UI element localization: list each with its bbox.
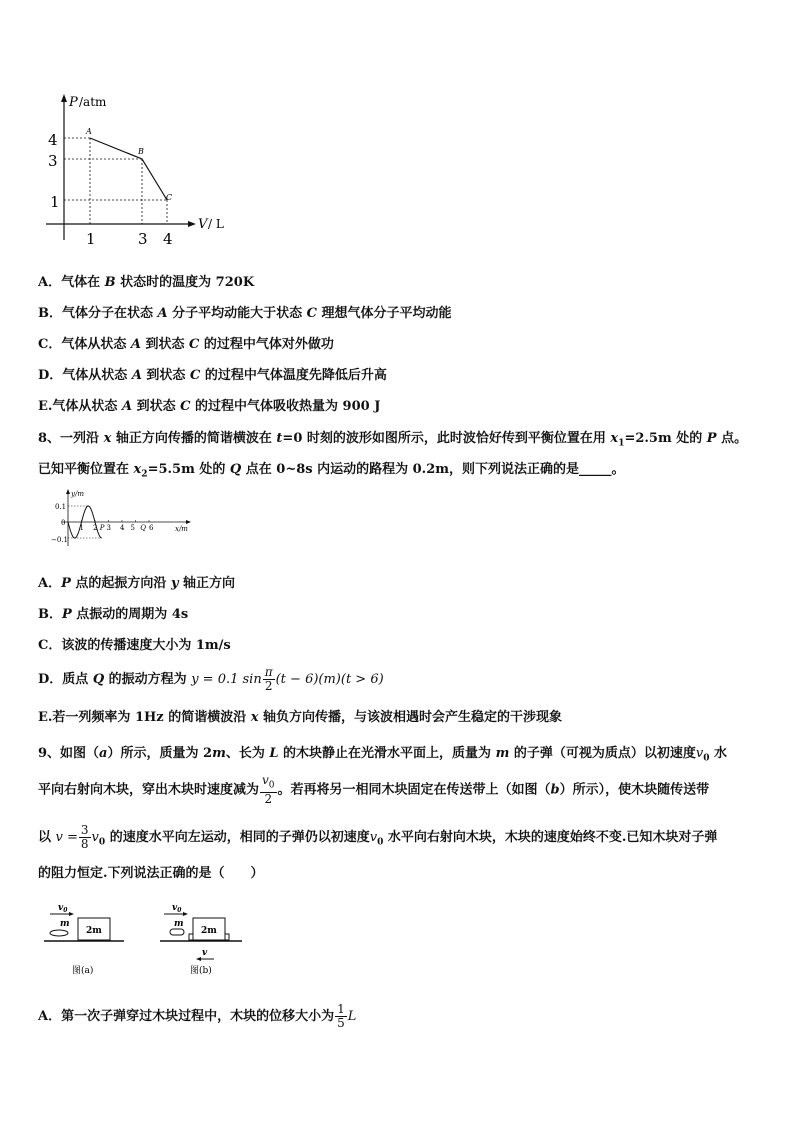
fig-a-caption: 图(a) — [72, 966, 94, 976]
fig-b-clamp-left — [189, 934, 193, 940]
q8-option-a: A．P 点的起振方向沿 y 轴正方向 — [38, 576, 236, 591]
pv-x-tick-4: 4 — [163, 230, 173, 248]
q7-option-e: E.气体从状态 A 到状态 C 的过程中气体吸收热量为 900 J — [38, 399, 381, 414]
fig-b-block-label: 2m — [201, 926, 217, 936]
pv-x-tick-1: 1 — [86, 230, 96, 248]
q7-option-b: B．气体分子在状态 A 分子平均动能大于状态 C 理想气体分子平均动能 — [38, 306, 452, 321]
fig-b-clamp-right — [225, 934, 229, 940]
q9-figure-b — [158, 898, 248, 978]
fig-b-belt-arrowhead — [196, 957, 201, 961]
fig-b-v0-arrowhead — [183, 912, 188, 916]
q9-stem-line3: 以 v = $\frac{3}{8}$ $v_0$ 的速度水平向左运动，相同的子弹仍以初速度$v_0$ 水平向右射向木块，木块的速度始终不变.已知木块对子弹 — [38, 823, 718, 851]
pv-x-unit: / L — [208, 217, 224, 231]
wave-x-label: x/m — [175, 525, 188, 533]
pv-point-b-label: B — [138, 147, 144, 156]
pv-chart — [38, 92, 238, 252]
wave-x-tick-label: 1 — [79, 524, 84, 532]
pv-x-tick-3: 3 — [138, 230, 148, 248]
wave-y-arrow — [66, 489, 70, 494]
wave-y-tick-bottom: −0.1 — [51, 536, 68, 544]
q8-stem-line2: 已知平衡位置在 $x_2=5.5m$ 处的 Q 点在 0~8s 内运动的路程为 0.2m，则下列说法正确的是_____。 — [38, 462, 625, 480]
wave-y-label: y/m — [71, 490, 84, 498]
pv-y-tick-1: 1 — [50, 193, 60, 211]
fig-a-v0-arrowhead — [69, 912, 74, 916]
wave-x-tick-label: 2 — [93, 524, 98, 532]
wave-y-tick-zero: 0 — [61, 519, 66, 527]
q7-option-a: A．气体在 B 状态时的温度为 720K — [38, 275, 255, 290]
wave-point-q-label: Q — [140, 524, 146, 532]
q8-stem-line1: 8、一列沿 x 轴正方向传播的简谐横波在 t=0 时刻的波形如图所示，此时波恰好传到平衡位置在用 $x_1=2.5m$ 处的 P 点。 — [38, 431, 748, 449]
fig-b-v0-label: $v_0$ — [172, 903, 182, 914]
pv-y-var: P — [69, 95, 78, 110]
wave-x-arrow — [186, 520, 191, 524]
pv-process-line — [90, 138, 167, 200]
q9-stem-line1: 9、如图（a）所示，质量为 2m、长为 L 的木块静止在光滑水平面上，质量为 m 的子弹（可视为质点）以初速度$v_0$ 水 — [38, 746, 728, 764]
fig-b-bullet — [170, 929, 184, 935]
q9-option-a: A．第一次子弹穿过木块过程中，木块的位移大小为 $\frac{1}{5}$ L — [38, 1002, 357, 1030]
wave-x-tick-label: 5 — [130, 524, 135, 532]
pv-y-tick-4: 4 — [48, 131, 58, 149]
q7-option-d: D．气体从状态 A 到状态 C 的过程中气体温度先降低后升高 — [38, 368, 387, 383]
q7-option-c: C．气体从状态 A 到状态 C 的过程中气体对外做功 — [38, 337, 334, 352]
fig-b-belt-v-label: v — [202, 948, 208, 958]
fig-b-caption: 图(b) — [190, 966, 212, 976]
q8-option-e: E.若一列频率为 1Hz 的简谐横波沿 x 轴负方向传播，与该波相遇时会产生稳定的干涉现象 — [38, 710, 563, 725]
q9-stem-line4: 的阻力恒定.下列说法正确的是（ ） — [38, 866, 264, 881]
pv-point-a-label: A — [86, 127, 92, 136]
pv-y-tick-3: 3 — [48, 152, 58, 170]
wave-x-tick-label: 4 — [120, 524, 125, 532]
wave-y-tick-top: 0.1 — [55, 503, 67, 511]
fig-a-bullet-mass: m — [60, 919, 70, 929]
q8-option-d: D．质点 Q 的振动方程为 y = 0.1 sin $\frac{\pi}{2}$ (t − 6)(m)(t > 6) — [38, 665, 384, 693]
wave-x-tick-label: 6 — [149, 524, 154, 532]
wave-chart — [38, 488, 198, 548]
q9-stem-line2: 平向右射向木块，穿出木块时速度减为 $\frac{v_0}{2}$ 。若再将另一相同木块固定在传送带上（如图（b）所示），使木块随传送带 — [38, 773, 710, 807]
pv-x-var: V — [198, 217, 208, 232]
pv-y-arrow — [61, 94, 67, 102]
fig-a-v0-label: $v_0$ — [58, 903, 68, 914]
pv-x-arrow — [188, 221, 196, 227]
q8-option-b: B．P 点振动的周期为 4s — [38, 607, 189, 622]
fig-a-bullet — [50, 930, 68, 936]
q8-option-c: C．该波的传播速度大小为 1m/s — [38, 638, 231, 653]
q9-figure-a — [42, 898, 132, 978]
wave-point-p-label: P — [99, 524, 105, 532]
fig-b-bullet-mass: m — [174, 919, 184, 929]
wave-x-tick-label: 3 — [106, 524, 111, 532]
pv-point-c-label: C — [166, 193, 173, 202]
fig-a-block-label: 2m — [86, 926, 102, 936]
pv-y-unit: /atm — [79, 95, 107, 109]
